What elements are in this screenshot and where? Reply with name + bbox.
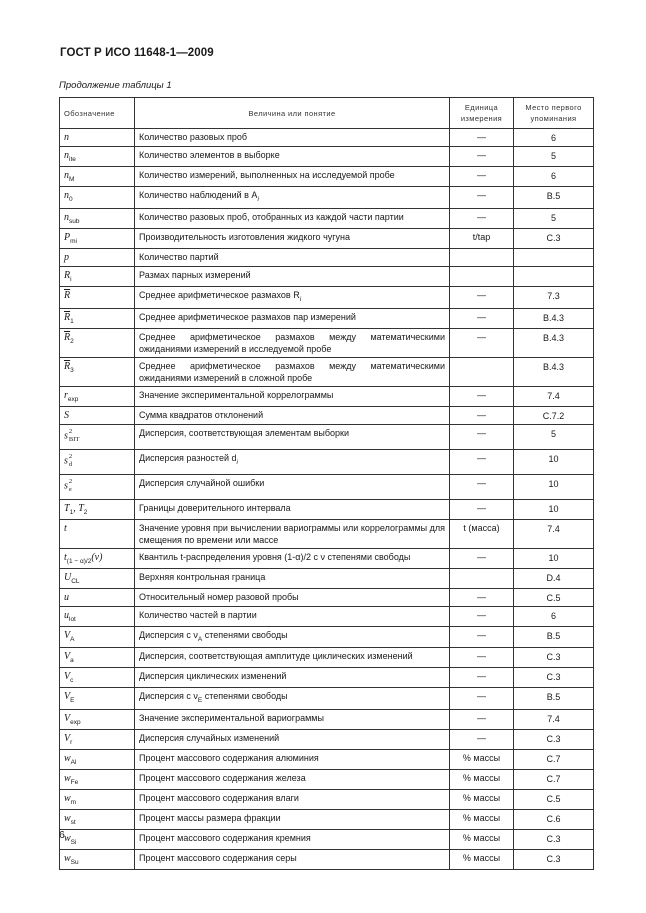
description-subscript: E — [197, 697, 203, 705]
table-row — [60, 588, 594, 606]
description-text: Количество измерений, выполненных на исследуемой пробе — [139, 170, 395, 180]
first-mention-cell: 7.3 — [514, 286, 594, 308]
table-row — [60, 688, 594, 710]
unit-cell — [450, 568, 514, 588]
column-header-unit: Единица измерения — [450, 98, 514, 129]
first-mention-cell: 10 — [514, 449, 594, 474]
table-row — [60, 730, 594, 750]
description-cell — [135, 328, 450, 357]
document-header: ГОСТ Р ИСО 11648-1—2009 — [60, 47, 214, 59]
symbol-cell — [60, 770, 135, 790]
table-row — [60, 850, 594, 870]
table-row — [60, 248, 594, 266]
description-subscript: i — [257, 195, 259, 203]
column-header-quantity: Величина или понятие — [135, 98, 450, 129]
symbol-subscript: lot — [69, 615, 76, 623]
column-header-symbol: Обозначение — [60, 98, 135, 129]
description-text: Относительный номер разовой пробы — [139, 591, 299, 602]
table-row — [60, 710, 594, 730]
symbol-subscript: e — [68, 485, 72, 493]
description-text: Дисперсия циклических изменений — [139, 671, 287, 682]
symbol-subscript: E — [70, 697, 75, 705]
table-row — [60, 790, 594, 810]
first-mention-cell: 7.4 — [514, 710, 594, 730]
description-cell — [135, 688, 450, 710]
symbol-cell — [60, 810, 135, 830]
symbol-cell — [60, 167, 135, 187]
description-cell — [135, 499, 450, 519]
symbol-subscript: Al — [70, 759, 77, 767]
description-subscript: i — [299, 295, 302, 303]
symbol-cell — [60, 688, 135, 710]
first-mention-cell: 10 — [514, 499, 594, 519]
table-row — [60, 328, 594, 357]
symbol-cell — [60, 626, 135, 648]
table-row — [60, 568, 594, 588]
symbol-base: n — [64, 190, 69, 201]
first-mention-cell: 7.4 — [514, 386, 594, 406]
symbol-subscript: CL — [71, 577, 80, 585]
description-text: Значение экспериментальной коррелограммы — [139, 389, 334, 400]
unit-cell: — — [450, 328, 514, 357]
table-row — [60, 266, 594, 286]
unit-cell: — — [450, 648, 514, 668]
first-mention-cell: C.6 — [514, 810, 594, 830]
symbol-cell — [60, 308, 135, 328]
unit-cell: — — [450, 129, 514, 147]
unit-cell — [450, 248, 514, 266]
table-row — [60, 449, 594, 474]
description-text: Процент массы размера фракции — [139, 813, 281, 824]
first-mention-cell: 7.4 — [514, 519, 594, 548]
unit-cell: — — [450, 499, 514, 519]
symbol-cell — [60, 668, 135, 688]
symbol-base: r — [64, 389, 68, 401]
description-cell — [135, 357, 450, 386]
first-mention-cell: B.5 — [514, 688, 594, 710]
symbols-table — [59, 97, 594, 870]
unit-cell: % массы — [450, 750, 514, 770]
table-row — [60, 286, 594, 308]
table-row — [60, 499, 594, 519]
symbol-base: s — [64, 454, 68, 466]
description-text: Дисперсия случайных изменений — [139, 733, 280, 744]
symbol-base: w — [64, 753, 71, 765]
description-text: Границы доверительного интервала — [139, 502, 291, 513]
first-mention-cell: B.5 — [514, 187, 594, 209]
unit-cell: — — [450, 386, 514, 406]
first-mention-cell: C.7.2 — [514, 406, 594, 424]
symbol-cell — [60, 386, 135, 406]
symbol-base: V — [64, 651, 71, 663]
symbol-cell — [60, 147, 135, 167]
description-text: Среднее арифметическое размахов между математическими ожиданиями измерений в исследуемой пробе — [139, 331, 445, 354]
symbol-subscript: Su — [70, 859, 79, 867]
table-header-row — [60, 98, 594, 129]
symbol-cell — [60, 406, 135, 424]
table-row — [60, 830, 594, 850]
symbol-subscript: c — [70, 677, 74, 685]
description-text: Значение экспериментальной вариограммы — [139, 713, 324, 724]
description-text: Среднее арифметическое размахов пар измерений — [139, 311, 356, 322]
table-row — [60, 129, 594, 147]
description-text: Квантиль t-распределения уровня (1-α)/2 с ν степенями свободы — [139, 551, 411, 562]
description-cell — [135, 386, 450, 406]
description-text: Среднее арифметическое размахов R — [139, 289, 300, 300]
description-text: Процент массового содержания железа — [139, 773, 306, 784]
first-mention-cell: B.4.3 — [514, 328, 594, 357]
symbol-cell — [60, 248, 135, 266]
description-text: Значение уровня при вычислении вариограммы или коррелограммы для смещения по времени или массе — [139, 522, 445, 545]
first-mention-cell: B.5 — [514, 626, 594, 648]
symbol-base: V — [64, 671, 71, 683]
symbol-cell — [60, 357, 135, 386]
description-text: Дисперсия, соответствующая амплитуде циклических изменений — [139, 651, 413, 662]
table-row — [60, 208, 594, 228]
symbol-base: w — [64, 853, 71, 865]
description-cell — [135, 830, 450, 850]
description-cell — [135, 286, 450, 308]
symbol-base: S — [64, 409, 69, 421]
symbol-subscript: BIT — [68, 435, 80, 443]
symbol-cell — [60, 568, 135, 588]
description-cell — [135, 626, 450, 648]
table-row — [60, 474, 594, 499]
unit-cell — [450, 357, 514, 386]
table-row — [60, 548, 594, 568]
first-mention-cell — [514, 266, 594, 286]
description-cell — [135, 129, 450, 147]
description-subscript: i — [236, 458, 238, 466]
description-text: Процент массового содержания алюминия — [139, 753, 319, 764]
description-cell — [135, 710, 450, 730]
description-cell — [135, 519, 450, 548]
description-text: Производительность изготовления жидкого чугуна — [139, 231, 351, 242]
description-cell — [135, 548, 450, 568]
symbol-base: V — [64, 733, 71, 745]
symbol-subscript: 1 — [69, 508, 74, 516]
first-mention-cell: 6 — [514, 606, 594, 626]
symbol-base: w — [64, 773, 71, 785]
first-mention-cell: C.3 — [514, 830, 594, 850]
symbol-subscript: exp — [67, 395, 79, 403]
unit-cell: — — [450, 449, 514, 474]
first-mention-cell — [514, 248, 594, 266]
symbol-subscript: i — [70, 275, 72, 283]
description-cell — [135, 474, 450, 499]
table-row — [60, 147, 594, 167]
symbol-subscript: st — [70, 819, 76, 827]
description-cell — [135, 449, 450, 474]
symbol-base: u — [64, 591, 69, 603]
description-text: Размах парных измерений — [139, 269, 251, 280]
description-text: Процент массового содержания влаги — [139, 793, 299, 804]
symbol-cell — [60, 208, 135, 228]
unit-cell: % массы — [450, 850, 514, 870]
table-row — [60, 770, 594, 790]
symbol-cell — [60, 499, 135, 519]
unit-cell: — — [450, 147, 514, 167]
unit-cell: — — [450, 730, 514, 750]
description-text: Дисперсия случайной ошибки — [139, 477, 265, 488]
symbol-subscript: m — [70, 799, 77, 807]
unit-cell: — — [450, 308, 514, 328]
table-row — [60, 626, 594, 648]
description-text: Количество наблюдений в A — [139, 190, 258, 200]
first-mention-cell: C.3 — [514, 850, 594, 870]
description-cell — [135, 424, 450, 449]
symbol-subscript: exp — [70, 719, 81, 727]
description-text: Дисперсия с ν — [139, 691, 198, 702]
symbol-cell — [60, 588, 135, 606]
symbol-base: R — [64, 269, 71, 281]
description-text: Дисперсия, соответствующая элементам выборки — [139, 427, 350, 438]
description-cell — [135, 167, 450, 187]
symbol-base: w — [64, 813, 71, 825]
symbol-base: U — [64, 571, 72, 583]
table-row — [60, 424, 594, 449]
symbol-cell — [60, 266, 135, 286]
first-mention-cell: 6 — [514, 129, 594, 147]
symbol-subscript: (1 − α)/2 — [66, 557, 92, 565]
symbol-base: w — [64, 793, 71, 805]
unit-cell: — — [450, 406, 514, 424]
description-cell — [135, 588, 450, 606]
symbol-subscript: 3 — [70, 366, 74, 374]
description-cell — [135, 208, 450, 228]
symbol-cell — [60, 129, 135, 147]
symbol-cell — [60, 710, 135, 730]
symbol-base: t — [64, 551, 67, 563]
description-text: Верхняя контрольная граница — [139, 571, 266, 582]
first-mention-cell: D.4 — [514, 568, 594, 588]
symbol-subscript: 1 — [70, 317, 74, 325]
symbol-base: $\overline{R}$ — [64, 360, 71, 372]
symbol-subscript: sub — [69, 217, 80, 225]
table-row — [60, 357, 594, 386]
description-cell — [135, 648, 450, 668]
first-mention-cell: 5 — [514, 208, 594, 228]
symbol-cell — [60, 830, 135, 850]
description-cell — [135, 770, 450, 790]
description-text: Количество разовых проб — [139, 132, 248, 142]
unit-cell: % массы — [450, 830, 514, 850]
symbol-cell — [60, 850, 135, 870]
description-text: Количество партий — [139, 251, 219, 262]
description-cell — [135, 750, 450, 770]
symbol-tail: , T — [73, 502, 84, 514]
symbol-base: w — [64, 833, 71, 845]
table-continuation-caption: Продолжение таблицы 1 — [59, 80, 172, 91]
description-cell — [135, 308, 450, 328]
symbol-base: T — [64, 502, 70, 514]
symbol-base: t — [64, 522, 67, 534]
symbol-cell — [60, 228, 135, 248]
symbol-cell — [60, 424, 135, 449]
unit-cell: — — [450, 606, 514, 626]
symbol-subscript: A — [70, 635, 75, 643]
unit-cell: % массы — [450, 790, 514, 810]
symbol-subscript: mi — [70, 237, 77, 245]
unit-cell: — — [450, 424, 514, 449]
table-row — [60, 187, 594, 209]
description-text: Количество элементов в выборке — [139, 150, 280, 160]
unit-cell: — — [450, 710, 514, 730]
first-mention-cell: C.3 — [514, 668, 594, 688]
first-mention-cell: C.3 — [514, 730, 594, 750]
symbol-subscript: a — [70, 657, 74, 665]
description-text: Дисперсия разностей d — [139, 452, 237, 463]
description-text: Процент массового содержания кремния — [139, 833, 311, 844]
table-row — [60, 750, 594, 770]
unit-cell: — — [450, 688, 514, 710]
description-cell — [135, 187, 450, 209]
first-mention-cell: B.4.3 — [514, 308, 594, 328]
symbol-subscript: Fe — [70, 779, 79, 787]
first-mention-cell: 5 — [514, 424, 594, 449]
description-text: Процент массового содержания серы — [139, 853, 297, 864]
unit-cell: — — [450, 167, 514, 187]
description-cell — [135, 606, 450, 626]
unit-cell: % массы — [450, 810, 514, 830]
unit-cell: t/tap — [450, 228, 514, 248]
symbol-superscript: 2 — [68, 477, 73, 485]
symbol-base: $\overline{R}$ — [64, 331, 71, 343]
symbol-cell — [60, 790, 135, 810]
description-cell — [135, 147, 450, 167]
first-mention-cell: C.7 — [514, 770, 594, 790]
unit-cell: — — [450, 187, 514, 209]
symbol-subscript: 0 — [69, 196, 73, 203]
symbol-base: V — [64, 713, 71, 725]
first-mention-cell: 10 — [514, 474, 594, 499]
table-row — [60, 228, 594, 248]
unit-cell: % массы — [450, 770, 514, 790]
first-mention-cell: 10 — [514, 548, 594, 568]
table-row — [60, 606, 594, 626]
symbol-superscript: 2 — [68, 427, 73, 435]
symbol-base: V — [64, 691, 71, 703]
first-mention-cell: C.3 — [514, 228, 594, 248]
symbol-base: V — [64, 629, 71, 641]
symbol-subscript: Si — [70, 839, 77, 847]
symbol-cell — [60, 328, 135, 357]
symbol-base: p — [64, 251, 69, 263]
symbol-subscript: 2 — [70, 337, 74, 345]
first-mention-cell: C.7 — [514, 750, 594, 770]
description-text: Количество частей в партии — [139, 609, 257, 620]
description-text: Среднее арифметическое размахов между математическими ожиданиями измерений в сложной пробе — [139, 360, 445, 383]
description-tail: степенями свободы — [202, 691, 288, 702]
description-cell — [135, 248, 450, 266]
symbol-cell — [60, 730, 135, 750]
description-cell — [135, 406, 450, 424]
page-number: 6 — [59, 829, 65, 841]
first-mention-cell: C.5 — [514, 790, 594, 810]
symbol-subscript: M — [69, 176, 75, 183]
symbol-subscript: r — [70, 739, 73, 747]
description-cell — [135, 850, 450, 870]
description-tail: степенями свободы — [202, 629, 288, 640]
first-mention-cell: 6 — [514, 167, 594, 187]
symbol-subscript: d — [68, 460, 73, 468]
symbol-cell — [60, 449, 135, 474]
symbol-superscript: 2 — [68, 452, 73, 460]
symbol-cell — [60, 648, 135, 668]
unit-cell: — — [450, 474, 514, 499]
symbol-cell — [60, 519, 135, 548]
table-row — [60, 519, 594, 548]
description-cell — [135, 568, 450, 588]
unit-cell: — — [450, 208, 514, 228]
symbol-subscript: ite — [69, 156, 76, 163]
table-row — [60, 386, 594, 406]
first-mention-cell: B.4.3 — [514, 357, 594, 386]
unit-cell: — — [450, 626, 514, 648]
table-row — [60, 406, 594, 424]
first-mention-cell: C.5 — [514, 588, 594, 606]
symbol-base: $\overline{R}$ — [64, 289, 71, 301]
symbol-base: s — [64, 429, 68, 441]
unit-cell: t (масса) — [450, 519, 514, 548]
description-cell — [135, 266, 450, 286]
description-subscript: A — [197, 635, 203, 643]
table-row — [60, 308, 594, 328]
table-row — [60, 668, 594, 688]
unit-cell: — — [450, 588, 514, 606]
symbol-cell — [60, 750, 135, 770]
first-mention-cell: 5 — [514, 147, 594, 167]
symbol-base: P — [64, 231, 71, 243]
symbol-tail-subscript: 2 — [83, 508, 88, 516]
symbol-base: n — [64, 132, 69, 143]
symbol-cell — [60, 474, 135, 499]
description-cell — [135, 730, 450, 750]
table-row — [60, 167, 594, 187]
symbol-base: s — [64, 479, 68, 491]
symbol-cell — [60, 548, 135, 568]
first-mention-cell: C.3 — [514, 648, 594, 668]
unit-cell: — — [450, 286, 514, 308]
description-cell — [135, 790, 450, 810]
symbol-cell — [60, 606, 135, 626]
symbol-cell — [60, 286, 135, 308]
unit-cell — [450, 266, 514, 286]
column-header-first-mention: Место первого упоминания — [514, 98, 594, 129]
table-row — [60, 648, 594, 668]
symbol-base: n — [64, 150, 69, 161]
symbol-base: n — [64, 170, 69, 181]
description-text: Количество разовых проб, отобранных из каждой части партии — [139, 211, 404, 222]
unit-cell: — — [450, 548, 514, 568]
symbol-base: n — [64, 211, 69, 223]
description-cell — [135, 810, 450, 830]
unit-cell: — — [450, 668, 514, 688]
description-text: Сумма квадратов отклонений — [139, 409, 264, 420]
description-cell — [135, 668, 450, 688]
symbol-base: u — [64, 609, 69, 621]
symbol-tail: (ν) — [91, 551, 103, 563]
description-text: Дисперсия с ν — [139, 629, 198, 640]
symbol-base: $\overline{R}$ — [64, 311, 71, 323]
table-row — [60, 810, 594, 830]
description-cell — [135, 228, 450, 248]
symbol-cell — [60, 187, 135, 209]
